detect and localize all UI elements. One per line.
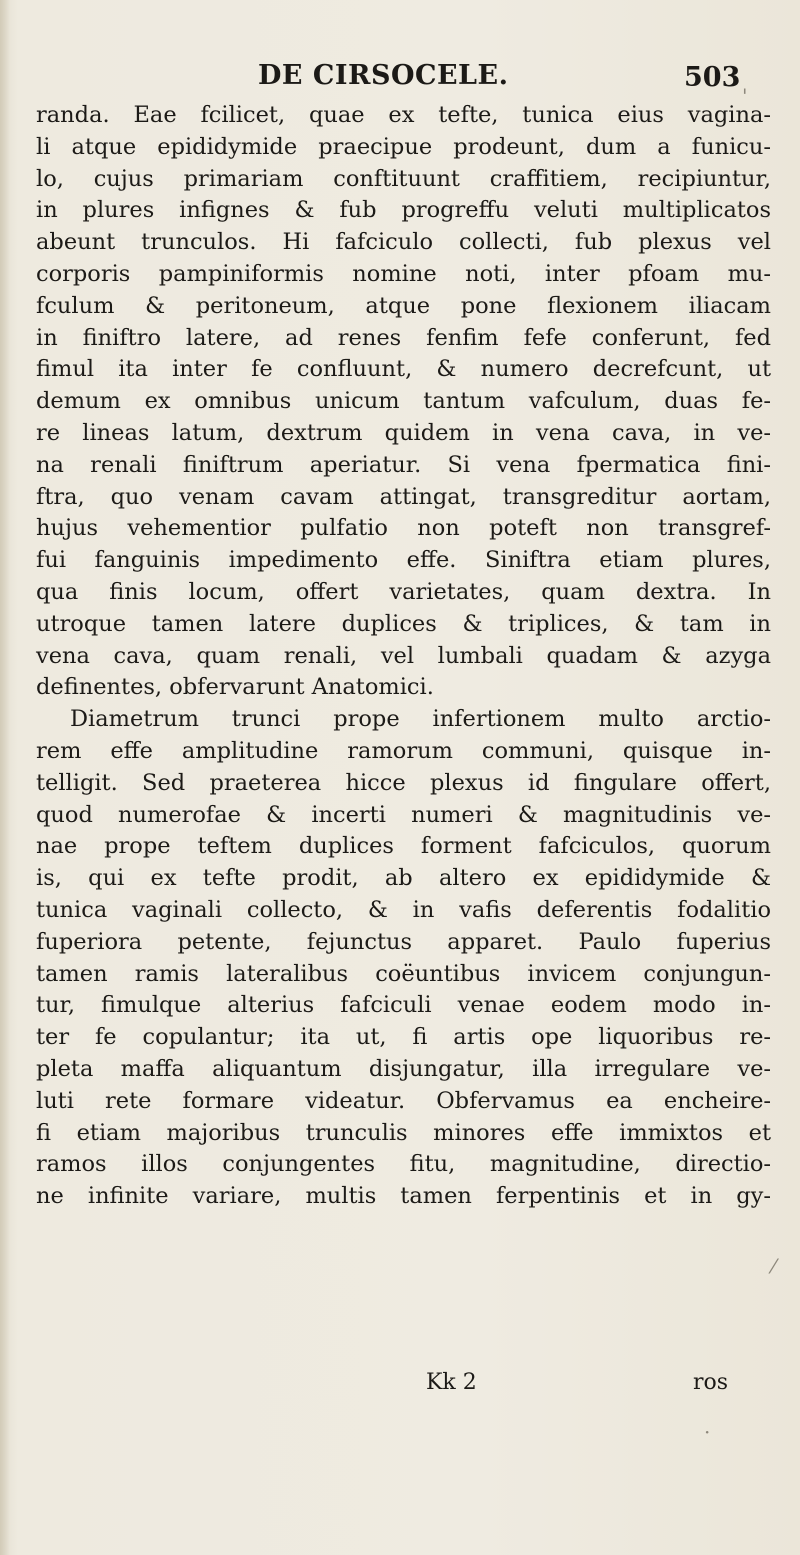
page-header: [0, 58, 800, 98]
ink-speck: ': [742, 84, 748, 108]
text-line: ne infinite variare, multis tamen ferpentinis et in gy-: [36, 1183, 771, 1210]
ink-speck: ⁄: [772, 1254, 776, 1278]
text-line: quod numerofae & incerti numeri & magnitudinis ve-: [36, 801, 771, 828]
text-line: is, qui ex tefte prodit, ab altero ex epididymide &: [36, 865, 771, 892]
text-line: na renali finiftrum aperiatur. Si vena fpermatica fini-: [36, 451, 771, 478]
text-line: fui fanguinis impedimento effe. Siniftra etiam plures,: [36, 547, 771, 574]
text-line: lo, cujus primariam conftituunt craffitiem, recipiuntur,: [36, 165, 771, 192]
text-line: fimul ita inter fe confluunt, & numero decrefcunt, ut: [36, 356, 771, 383]
page-footer: [0, 1367, 800, 1399]
text-line: in finiftro latere, ad renes fenfim fefe conferunt, fed: [36, 324, 771, 351]
text-line: fi etiam majoribus trunculis minores effe immixtos et: [36, 1119, 771, 1146]
text-line: ter fe copulantur; ita ut, fi artis ope liquoribus re-: [36, 1024, 771, 1051]
text-line: fuperiora petente, fejunctus apparet. Paulo fuperius: [36, 928, 771, 955]
text-line: luti rete formare videatur. Obfervamus ea encheire-: [36, 1087, 771, 1114]
text-line: li atque epididymide praecipue prodeunt, dum a funicu-: [36, 133, 771, 160]
text-line: re lineas latum, dextrum quidem in vena cava, in ve-: [36, 419, 771, 446]
text-line: nae prope teftem duplices forment fafciculos, quorum: [36, 833, 771, 860]
text-line: vena cava, quam renali, vel lumbali quadam & azyga: [36, 642, 771, 669]
signature-mark: Kk 2: [426, 1370, 477, 1395]
catchword: ros: [693, 1370, 729, 1395]
text-line: randa. Eae fcilicet, quae ex tefte, tunica eius vagina-: [36, 102, 771, 128]
text-line: ftra, quo venam cavam attingat, transgreditur aortam,: [36, 483, 771, 510]
body-text: [36, 100, 771, 1213]
text-line: ramos illos conjungentes fitu, magnitudine, directio-: [36, 1151, 771, 1178]
text-line: in plures infignes & fub progreffu veluti multiplicatos: [36, 197, 771, 224]
text-line: definentes, obfervarunt Anatomici.: [36, 674, 434, 701]
text-line: utroque tamen latere duplices & triplices, & tam in: [36, 610, 771, 637]
ink-speck: ·: [704, 1420, 711, 1444]
page-number: 503: [684, 62, 741, 93]
text-line: Diametrum trunci prope infertionem multo arctio-: [70, 706, 771, 733]
text-line: telligit. Sed praeterea hicce plexus id fingulare offert,: [36, 769, 771, 796]
text-line: qua finis locum, offert varietates, quam dextra. In: [36, 578, 771, 605]
text-line: hujus vehementior pulfatio non poteft non transgref-: [36, 515, 771, 542]
text-line: rem effe amplitudine ramorum communi, quisque in-: [36, 737, 771, 764]
text-line: demum ex omnibus unicum tantum vafculum, duas fe-: [36, 388, 771, 415]
text-line: tamen ramis lateralibus coëuntibus invicem conjungun-: [36, 960, 771, 987]
text-line: corporis pampiniformis nomine noti, inter pfoam mu-: [36, 260, 771, 287]
text-line: abeunt trunculos. Hi fafciculo collecti, fub plexus vel: [36, 229, 771, 256]
page-binding-shadow: [0, 0, 10, 1555]
running-head: DE CIRSOCELE.: [258, 60, 509, 91]
text-line: fculum & peritoneum, atque pone flexionem iliacam: [36, 292, 771, 319]
text-line: tunica vaginali collecto, & in vafis deferentis fodalitio: [36, 896, 771, 923]
text-line: pleta maffa aliquantum disjungatur, illa irregulare ve-: [36, 1055, 771, 1082]
text-line: tur, fimulque alterius fafciculi venae eodem modo in-: [36, 992, 771, 1019]
